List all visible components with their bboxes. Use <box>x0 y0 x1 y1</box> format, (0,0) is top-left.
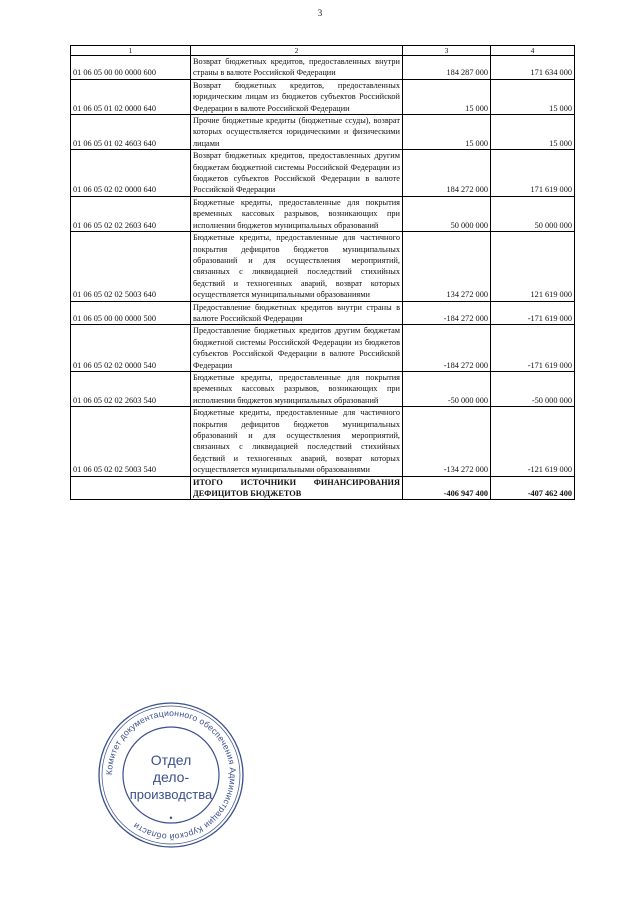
amount-col3: -184 272 000 <box>403 325 491 372</box>
amount-col3: -50 000 000 <box>403 371 491 406</box>
stamp-seal <box>96 700 246 850</box>
table-row <box>71 196 575 231</box>
table-row <box>71 56 575 80</box>
total-code <box>71 476 191 500</box>
total-col3: -406 947 400 <box>403 476 491 500</box>
amount-col4: 15 000 <box>491 79 575 114</box>
stamp-bottom-star: • <box>169 813 173 823</box>
table-row <box>71 301 575 325</box>
amount-col4: -171 619 000 <box>491 325 575 372</box>
classification-code: 01 06 05 01 02 0000 640 <box>71 79 191 114</box>
amount-col4: 171 634 000 <box>491 56 575 80</box>
amount-col3: 184 287 000 <box>403 56 491 80</box>
column-number-4: 4 <box>491 46 575 56</box>
amount-col4: 121 619 000 <box>491 232 575 301</box>
budget-sources-table <box>70 45 575 500</box>
row-description: Бюджетные кредиты, предоставленные для покрытия временных кассовых разрывов, возникающих при исполнении бюджетов муниципальных образований <box>191 371 403 406</box>
amount-col4: 171 619 000 <box>491 150 575 197</box>
table-row <box>71 115 575 150</box>
amount-col3: -134 272 000 <box>403 407 491 476</box>
stamp-center-line-2: дело- <box>152 769 190 785</box>
classification-code: 01 06 05 02 02 0000 540 <box>71 325 191 372</box>
amount-col3: 50 000 000 <box>403 196 491 231</box>
row-description: Предоставление бюджетных кредитов внутри страны в валюте Российской Федерации <box>191 301 403 325</box>
table-row <box>71 407 575 476</box>
row-description: Бюджетные кредиты, предоставленные для покрытия временных кассовых разрывов, возникающих при исполнении бюджетов муниципальных образований <box>191 196 403 231</box>
row-description: Бюджетные кредиты, предоставленные для частичного покрытия дефицитов бюджетов муниципальных образований и для осуществления мероприятий, связанных с ликвидацией последствий стихийных бедствий и техногенных аварий, возврат которых осуществляется муниципальными образованиями <box>191 232 403 301</box>
amount-col3: 15 000 <box>403 79 491 114</box>
table-row <box>71 325 575 372</box>
page-number: 3 <box>317 8 323 18</box>
amount-col3: 184 272 000 <box>403 150 491 197</box>
amount-col4: 15 000 <box>491 115 575 150</box>
classification-code: 01 06 05 02 02 2603 640 <box>71 196 191 231</box>
classification-code: 01 06 05 02 02 5003 640 <box>71 232 191 301</box>
table-row <box>71 371 575 406</box>
stamp-ring-text: Комитет документационного обеспечения Администрации Курской области <box>103 707 239 843</box>
row-description: Возврат бюджетных кредитов, предоставленных юридическим лицам из бюджетов субъектов Российской Федерации в валюте Российской Федерации <box>191 79 403 114</box>
row-description: Возврат бюджетных кредитов, предоставленных другим бюджетам бюджетной системы Российской Федерации из бюджетов субъектов Российской Федерации в валюте Российской Федерации <box>191 150 403 197</box>
amount-col3: 134 272 000 <box>403 232 491 301</box>
column-number-3: 3 <box>403 46 491 56</box>
row-description: Возврат бюджетных кредитов, предоставленных внутри страны в валюте Российской Федерации <box>191 56 403 80</box>
stamp-center-line-3: производства <box>129 787 213 802</box>
stamp-center-line-1: Отдел <box>150 752 192 768</box>
office-stamp <box>96 700 246 850</box>
amount-col4: -171 619 000 <box>491 301 575 325</box>
column-number-2: 2 <box>191 46 403 56</box>
classification-code: 01 06 05 00 00 0000 500 <box>71 301 191 325</box>
amount-col4: 50 000 000 <box>491 196 575 231</box>
table-row <box>71 150 575 197</box>
total-row <box>71 476 575 500</box>
table-row <box>71 79 575 114</box>
total-description: ИТОГО ИСТОЧНИКИ ФИНАНСИРОВАНИЯ ДЕФИЦИТОВ БЮДЖЕТОВ <box>191 476 403 500</box>
column-number-1: 1 <box>71 46 191 56</box>
row-description: Предоставление бюджетных кредитов другим бюджетам бюджетной системы Российской Федерации из бюджетов субъектов Российской Федерации в валюте Российской Федерации <box>191 325 403 372</box>
classification-code: 01 06 05 02 02 2603 540 <box>71 371 191 406</box>
classification-code: 01 06 05 02 02 0000 640 <box>71 150 191 197</box>
classification-code: 01 06 05 00 00 0000 600 <box>71 56 191 80</box>
amount-col4: -50 000 000 <box>491 371 575 406</box>
classification-code: 01 06 05 01 02 4603 640 <box>71 115 191 150</box>
row-description: Прочие бюджетные кредиты (бюджетные ссуды), возврат которых осуществляется юридическими и физическими лицами <box>191 115 403 150</box>
table-row <box>71 232 575 301</box>
column-number-row <box>71 46 575 56</box>
amount-col4: -121 619 000 <box>491 407 575 476</box>
amount-col3: -184 272 000 <box>403 301 491 325</box>
total-col4: -407 462 400 <box>491 476 575 500</box>
row-description: Бюджетные кредиты, предоставленные для частичного покрытия дефицитов бюджетов муниципальных образований и для осуществления мероприятий, связанных с ликвидацией последствий стихийных бедствий и техногенных аварий, возврат которых осуществляется муниципальными образованиями <box>191 407 403 476</box>
classification-code: 01 06 05 02 02 5003 540 <box>71 407 191 476</box>
amount-col3: 15 000 <box>403 115 491 150</box>
